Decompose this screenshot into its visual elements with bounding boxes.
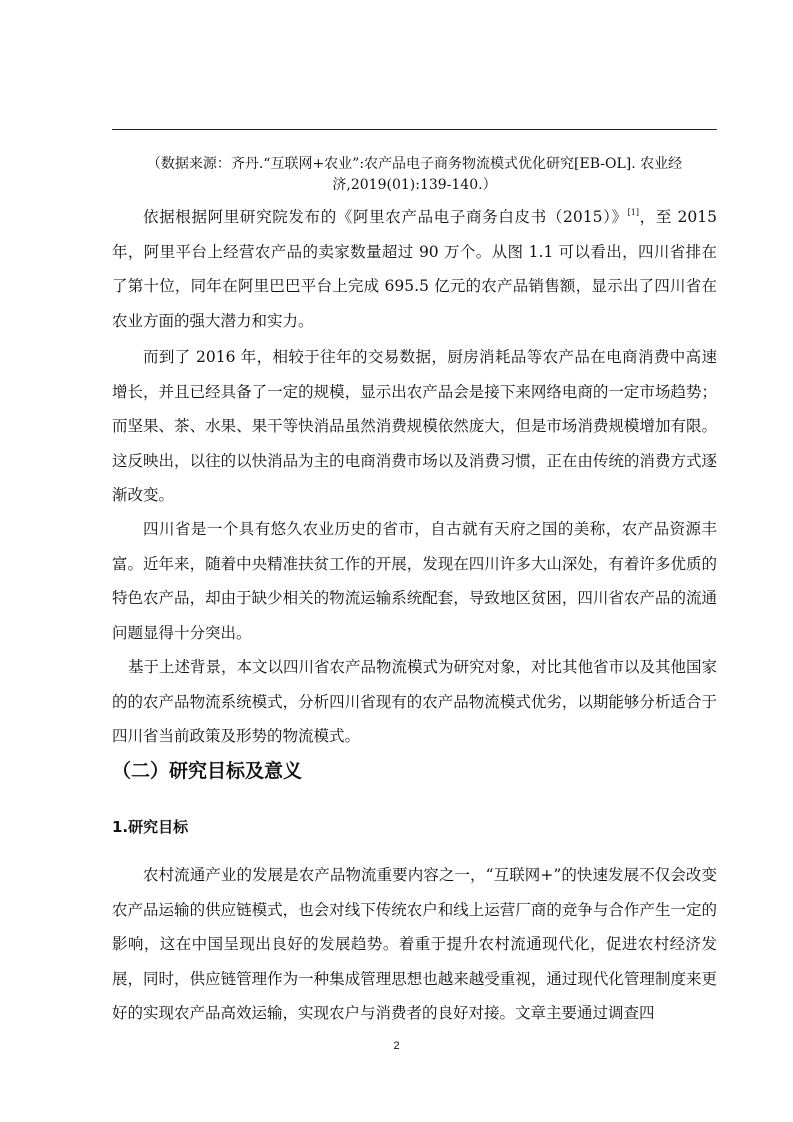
paragraph-2016-trend: 而到了 2016 年，相较于往年的交易数据，厨房消耗品等农产品在电商消费中高速增长，并且已经具备了一定的规模，显示出农产品会是接下来网络电商的一定市场趋势；而坚果、茶、水果、果干等快消品虽然消费规模依然庞大，但是市场消费规模增加有限。这反映出，以往的以快消品为主的电商消费市场以及消费习惯，正在由传统的消费方式逐渐改变。 bbox=[112, 348, 717, 504]
header-rule bbox=[112, 129, 717, 130]
paragraph-research-goal: 农村流通产业的发展是农产品物流重要内容之一，“互联网+”的快速发展不仅会改变农产品运输的供应链模式，也会对线下传统农户和线上运营厂商的竞争与合作产生一定的影响，这在中国呈现出良好的发展趋势。着重于提升农村流通现代化，促进农村经济发展，同时，供应链管理作为一种集成管理思想也越来越受重视，通过现代化管理制度来更好的实现农产品高效运输，实现农户与消费者的良好对接。文章主要通过调查四 bbox=[112, 866, 717, 1022]
data-source-note: （数据来源：齐丹.“互联网+农业”:农产品电子商务物流模式优化研究[EB-OL]. 农业经济,2019(01):139-140.） bbox=[146, 156, 683, 193]
subsection-heading: 1.研究目标 bbox=[112, 818, 189, 836]
paragraph-research-object: 基于上述背景，本文以四川省农产品物流模式为研究对象，对比其他省市以及其他国家的的农产品物流系统模式，分析四川省现有的农产品物流模式优劣，以期能够分析适合于四川省当前政策及形势的物流模式。 bbox=[112, 658, 718, 745]
paragraph-text: 依据根据阿里研究院发布的《阿里农产品电子商务白皮书（2015）》 bbox=[143, 208, 628, 226]
page-number: 2 bbox=[393, 1040, 400, 1052]
citation-marker[interactable]: [1] bbox=[627, 208, 640, 217]
paragraph-ali-report bbox=[112, 200, 717, 338]
paragraph-sichuan-background: 四川省是一个具有悠久农业历史的省市，自古就有天府之国的美称，农产品资源丰富。近年来，随着中央精准扶贫工作的开展，发现在四川许多大山深处，有着许多优质的特色农产品，却由于缺少相关的物流运输系统配套，导致地区贫困，四川省农产品的流通问题显得十分突出。 bbox=[112, 520, 717, 642]
paragraph-text: ，至 2015 年，阿里平台上经营农产品的卖家数量超过 90 万个。从图 1.1 可以看出，四川省排在了第十位，同年在阿里巴巴平台上完成 695.5 亿元的农产品销售额，显示出了四川省在农业方面的强大潜力和实力。 bbox=[112, 208, 718, 330]
section-heading: （二）研究目标及意义 bbox=[112, 760, 303, 782]
